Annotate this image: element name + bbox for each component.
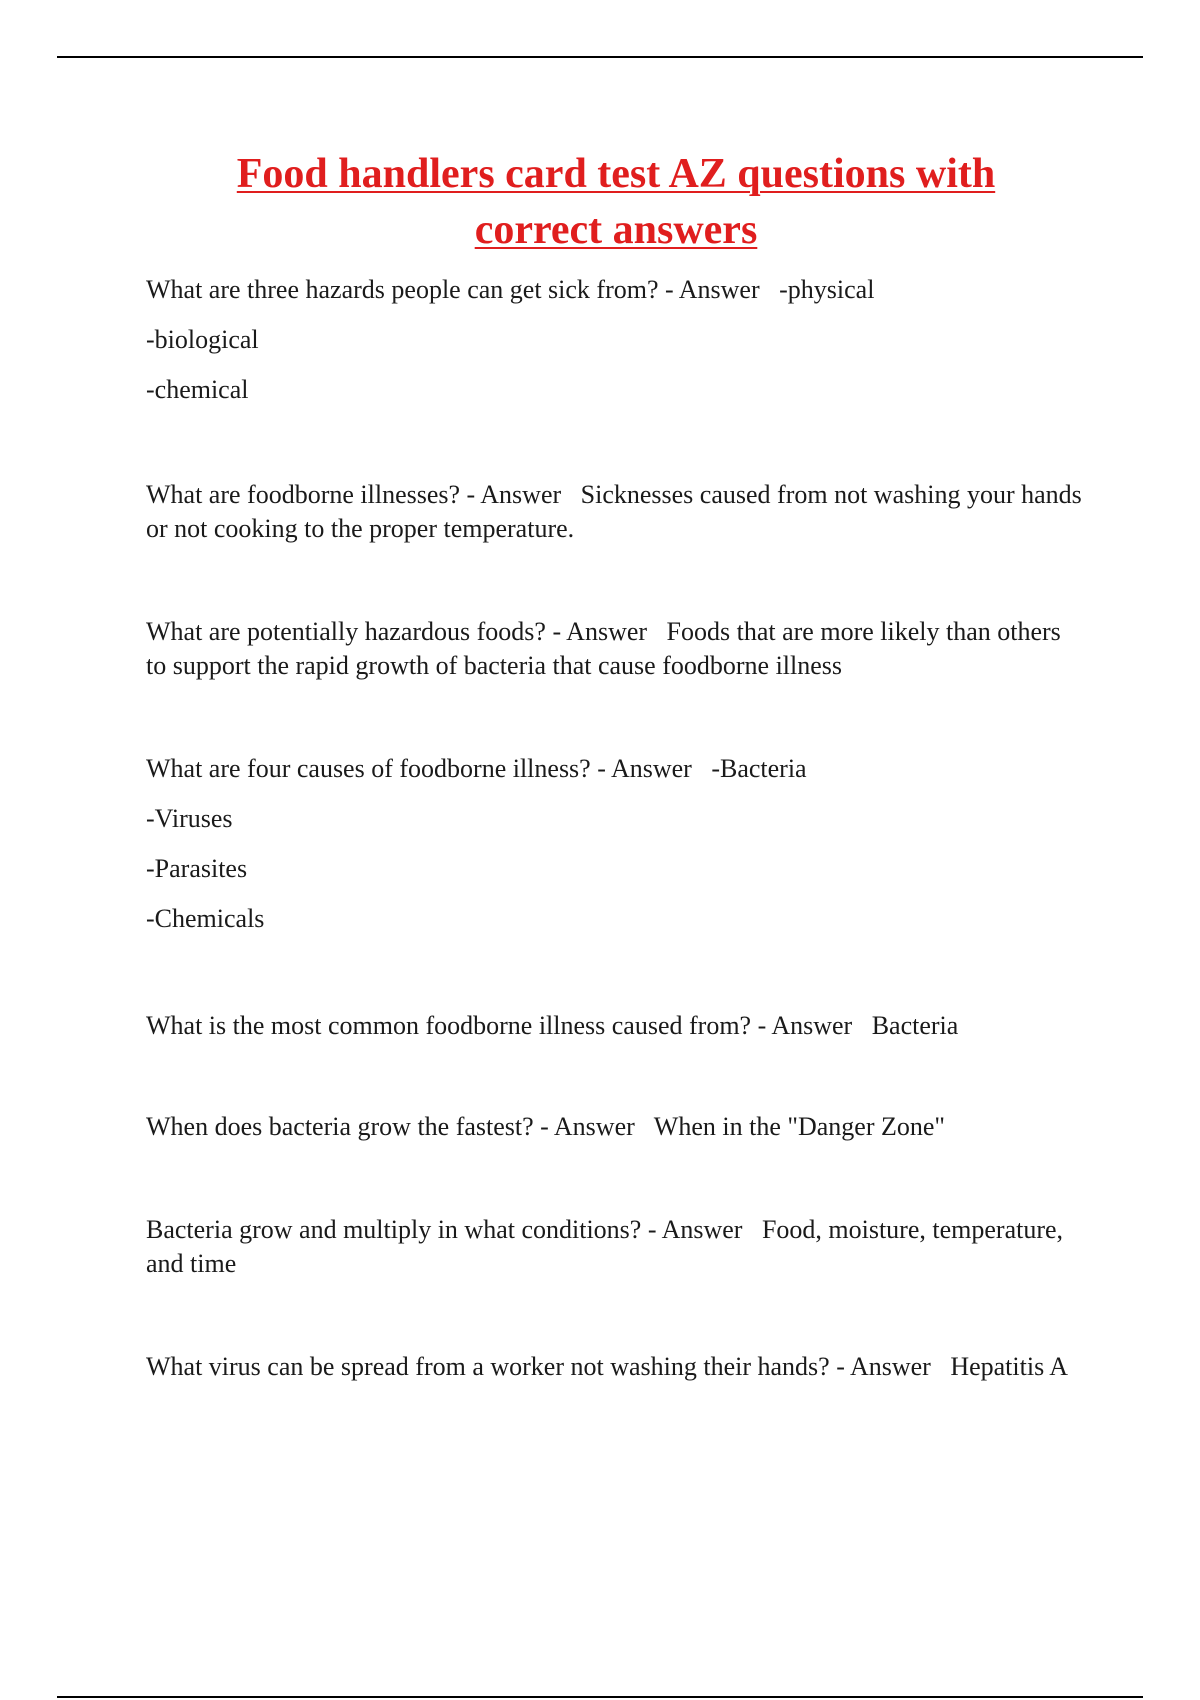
qa-line: [146, 478, 1086, 546]
qa-item-8: [146, 1350, 1086, 1384]
qa-item-4: [146, 752, 1086, 936]
document-title: [0, 146, 1200, 258]
question-text: What is the most common foodborne illness caused from?: [146, 1011, 752, 1040]
qa-item-1: [146, 273, 1086, 407]
answer-marker: - Answer: [552, 617, 648, 646]
answer-text: When in the "Danger Zone": [653, 1112, 946, 1141]
question-text: What are potentially hazardous foods?: [146, 617, 546, 646]
qa-line: [146, 752, 1086, 786]
question-text: What are three hazards people can get sick from?: [146, 275, 659, 304]
answer-text: Hepatitis A: [950, 1352, 1069, 1381]
bottom-rule: [57, 1696, 1143, 1698]
qa-line: [146, 1350, 1086, 1384]
qa-item-7: [146, 1213, 1086, 1281]
answer-text: Bacteria: [871, 1011, 959, 1040]
question-text: Bacteria grow and multiply in what conditions?: [146, 1215, 642, 1244]
answer-text: Foods that are more likely than others to support the rapid growth of bacteria that cause foodborne illness: [146, 617, 1061, 680]
answer-list-item: -chemical: [146, 375, 249, 404]
qa-line: [146, 1110, 1086, 1144]
qa-line: [146, 273, 1086, 307]
answer-list-item: -Parasites: [146, 854, 248, 883]
qa-line: [146, 1009, 1086, 1043]
answer-marker: - Answer: [647, 1215, 743, 1244]
answer-text: Sicknesses caused from not washing your hands or not cooking to the proper temperature.: [146, 480, 1082, 543]
qa-item-3: [146, 615, 1086, 683]
answer-text: -physical: [779, 275, 875, 304]
answer-marker: - Answer: [757, 1011, 853, 1040]
answer-text: -Bacteria: [711, 754, 807, 783]
qa-line: [146, 1213, 1086, 1281]
qa-item-5: [146, 1009, 1086, 1043]
answer-marker: - Answer: [836, 1352, 931, 1381]
question-text: What are four causes of foodborne illness?: [146, 754, 591, 783]
answer-marker: - Answer: [540, 1112, 635, 1141]
answer-marker: - Answer: [466, 480, 562, 509]
qa-item-2: [146, 478, 1086, 546]
answer-text: Food, moisture, temperature, and time: [146, 1215, 1064, 1278]
qa-line: [146, 615, 1086, 683]
answer-marker: - Answer: [597, 754, 692, 783]
answer-list-item: -biological: [146, 325, 259, 354]
title-line-2: correct answers: [474, 207, 758, 253]
top-rule: [57, 56, 1143, 58]
qa-item-6: [146, 1110, 1086, 1144]
question-text: When does bacteria grow the fastest?: [146, 1112, 534, 1141]
title-line-1: Food handlers card test AZ questions with: [236, 151, 996, 197]
answer-list-item: -Viruses: [146, 804, 233, 833]
answer-list-item: -Chemicals: [146, 904, 265, 933]
question-text: What are foodborne illnesses?: [146, 480, 461, 509]
answer-marker: - Answer: [665, 275, 760, 304]
question-text: What virus can be spread from a worker not washing their hands?: [146, 1352, 830, 1381]
